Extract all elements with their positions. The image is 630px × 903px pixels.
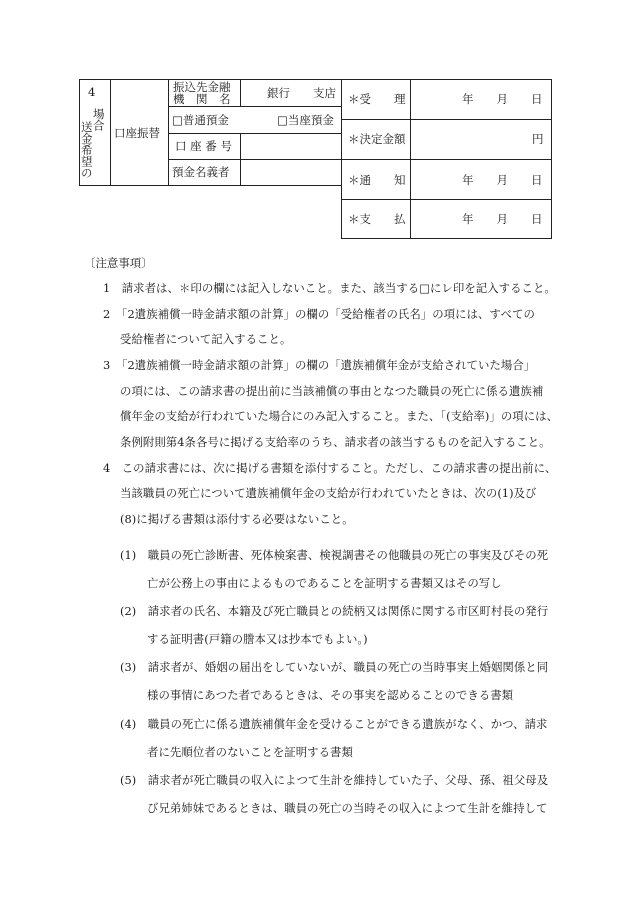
notice-label: ＊通 知: [348, 173, 406, 187]
note-line: (3) 請求者が、婚姻の届出をしていないが、職員の死亡の当時事実上婚姻関係と同: [120, 660, 549, 674]
ordinary-deposit-checkbox[interactable]: □普通預金: [172, 113, 229, 127]
payment-date: 年 月 日: [462, 212, 543, 226]
decided-amount-label: ＊決定金額: [348, 132, 406, 146]
note-line: 様の事情にあつた者であるときは、その事実を認めることのできる書類: [147, 688, 514, 702]
note-line: する証明書(戸籍の謄本又は抄本でもよい。): [147, 632, 368, 646]
note-line: 当該職員の死亡について遺族補償年金の支給が行われていたときは、次の(1)及び: [120, 486, 537, 500]
note-line: (2) 請求者の氏名、本籍及び死亡職員との続柄又は関係に関する市区町村長の発行: [120, 604, 549, 618]
note-line: 受給権者について記入すること。: [120, 332, 292, 346]
bank-label-line1: 振込先金融: [173, 80, 231, 94]
note-line: の項には、この請求書の提出前に当該補償の事由となつた職員の死亡に係る遺族補: [120, 384, 544, 398]
note-line: 亡が公務上の事由によるものであることを証明する書類又はその写し: [147, 576, 502, 590]
account-number-label: 口 座 番 号: [175, 139, 232, 153]
decided-amount-unit: 円: [532, 132, 544, 146]
note-line: (1) 職員の死亡診断書、死体検案書、検視調書その他職員の死亡の事実及びその死: [120, 548, 549, 562]
note-line: (5) 請求者が死亡職員の収入によつて生計を維持していた子、父母、孫、祖父母及: [120, 773, 549, 787]
payment-label: ＊支 払: [348, 212, 406, 226]
notes-heading: 〔注意事項〕: [84, 256, 153, 270]
section-number: 4: [88, 85, 96, 99]
note-line: 者に先順位者のないことを証明する書類: [147, 745, 353, 759]
account-holder-label: 預金名義者: [172, 165, 230, 179]
note-line: 4 この請求書には、次に掲げる書類を添付すること。ただし、この請求書の提出前に、: [103, 461, 557, 475]
note-line: び兄弟姉妹であるときは、職員の死亡の当時その収入によつて生計を維持して: [147, 801, 548, 815]
bank-name-suffix: 銀行 支店: [267, 86, 336, 100]
note-line: (4) 職員の死亡に係る遺族補償年金を受けることができる遺族がなく、かつ、請求: [120, 717, 548, 731]
note-line: 条例附則第4条各号に掲げる支給率のうち、請求者の該当するものを記入すること。: [120, 435, 551, 449]
section-title-col2: 場合: [91, 108, 106, 131]
note-line: 償年金の支給が行われていた場合にのみ記入すること。また、「(支給率)」の項には、: [120, 409, 559, 423]
section-title-col1: 送金希望の: [79, 121, 94, 179]
current-deposit-checkbox[interactable]: □当座預金: [277, 113, 334, 127]
notice-date: 年 月 日: [462, 173, 543, 187]
receipt-label: ＊受 理: [348, 92, 406, 106]
note-line: 3 「2遺族補償一時金請求額の計算」の欄の「遺族補償年金が支給されていた場合」: [103, 358, 536, 372]
note-line: (8)に掲げる書類は添付する必要はないこと。: [120, 512, 354, 526]
note-line: 1 請求者は、＊印の欄には記入しないこと。また、該当する□にレ印を記入すること。: [103, 281, 556, 295]
method-label: 口座振替: [114, 126, 160, 140]
note-line: 2 「2遺族補償一時金請求額の計算」の欄の「受給権者の氏名」の項には、すべての: [103, 307, 535, 321]
bank-label-line2: 機 関 名: [173, 92, 231, 106]
receipt-date: 年 月 日: [462, 92, 543, 106]
